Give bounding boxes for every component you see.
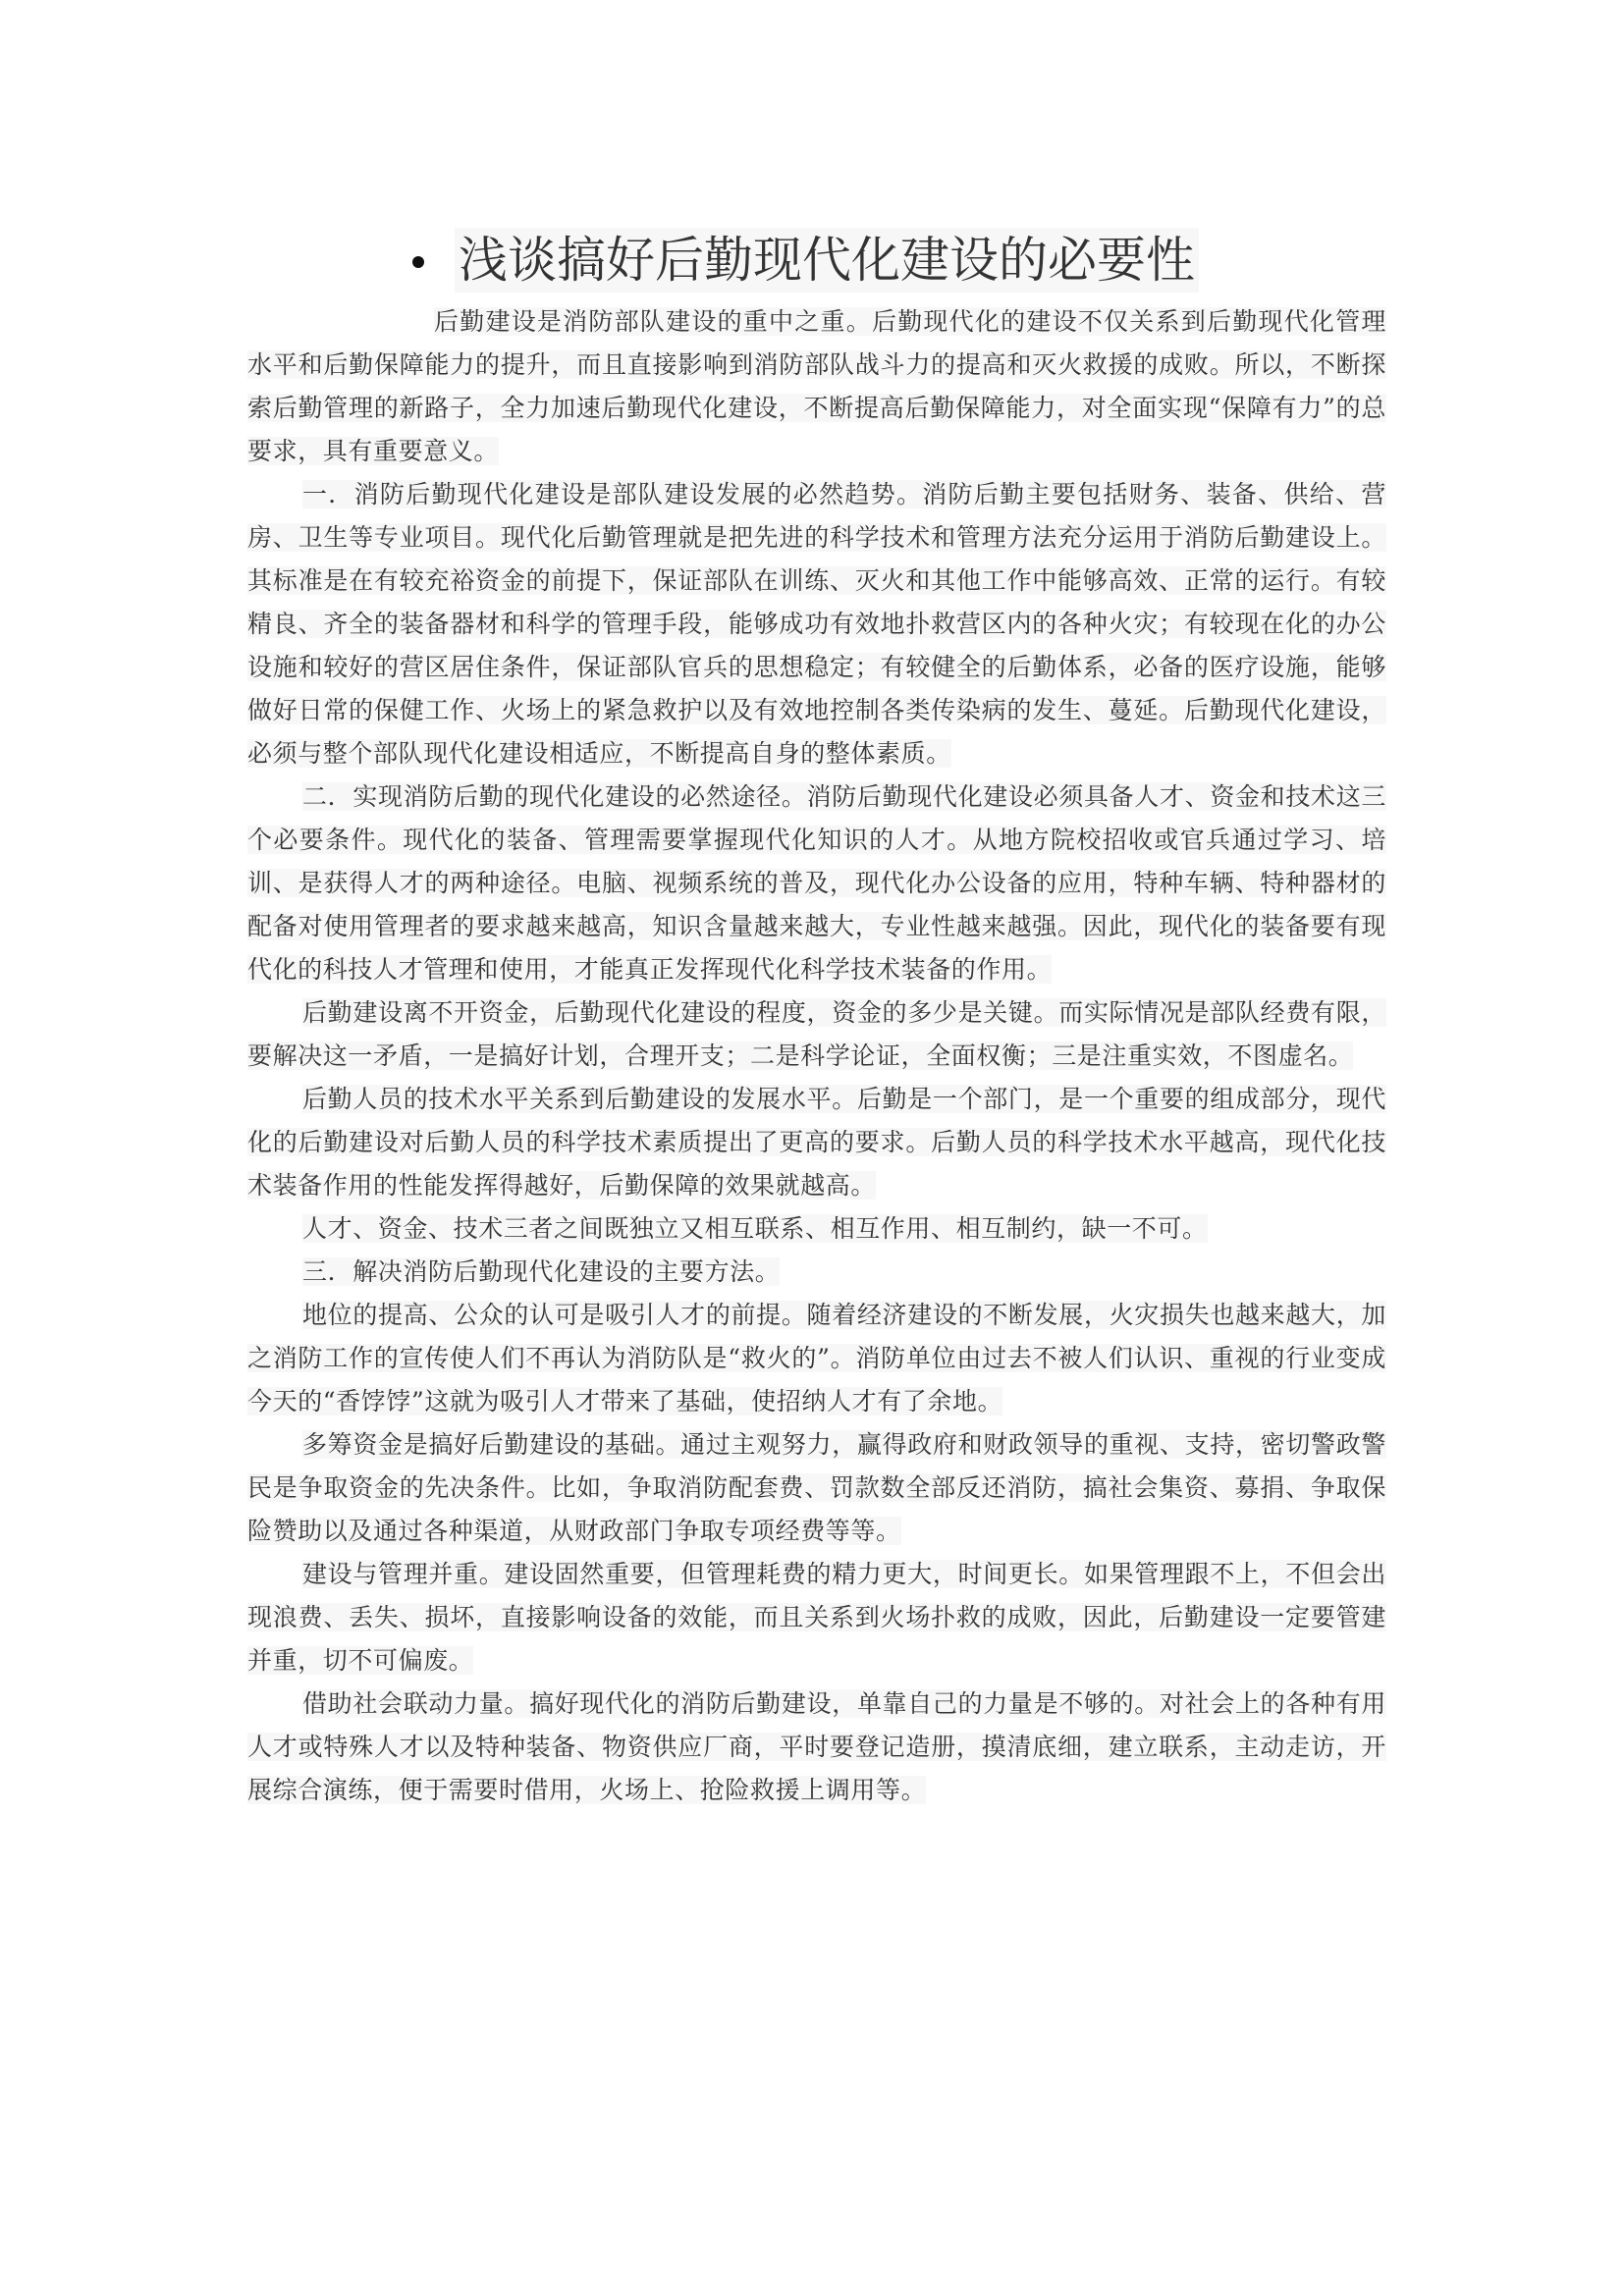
management-paragraph: 建设与管理并重。建设固然重要，但管理耗费的精力更大，时间更长。如果管理跟不上，不但会出现浪费、丢失、损坏，直接影响设备的效能，而且关系到火场扑救的成败，因此，后勤建设一定要管建并重，切不可偏废。	[247, 1560, 1386, 1675]
section-3-heading: 三．解决消防后勤现代化建设的主要方法。	[302, 1257, 781, 1286]
section-2-paragraph: 二．实现消防后勤的现代化建设的必然途径。消防后勤现代化建设必须具备人才、资金和技术这三个必要条件。现代化的装备、管理需要掌握现代化知识的人才。从地方院校招收或官兵通过学习、培训、是获得人才的两种途径。电脑、视频系统的普及，现代化办公设备的应用，特种车辆、特种器材的配备对使用管理者的要求越来越高，知识含量越来越大，专业性越来越强。因此，现代化的装备要有现代化的科技人才管理和使用，才能真正发挥现代化科学技术装备的作用。	[247, 782, 1386, 984]
social-linkage-paragraph: 借助社会联动力量。搞好现代化的消防后勤建设，单靠自己的力量是不够的。对社会上的各种有用人才或特殊人才以及特种装备、物资供应厂商，平时要登记造册，摸清底细，建立联系，主动走访，开展综合演练，便于需要时借用，火场上、抢险救援上调用等。	[247, 1689, 1386, 1804]
funding-paragraph: 后勤建设离不开资金，后勤现代化建设的程度，资金的多少是关键。而实际情况是部队经费有限，要解决这一矛盾，一是搞好计划，合理开支；二是科学论证，全面权衡；三是注重实效，不图虚名。	[247, 998, 1386, 1070]
personnel-paragraph: 后勤人员的技术水平关系到后勤建设的发展水平。后勤是一个部门，是一个重要的组成部分，现代化的后勤建设对后勤人员的科学技术素质提出了更高的要求。后勤人员的科学技术水平越高，现代化技术装备作用的性能发挥得越好，后勤保障的效果就越高。	[247, 1085, 1386, 1200]
summary-paragraph: 人才、资金、技术三者之间既独立又相互联系、相互作用、相互制约，缺一不可。	[302, 1214, 1208, 1243]
section-1-paragraph: 一．消防后勤现代化建设是部队建设发展的必然趋势。消防后勤主要包括财务、装备、供给、营房、卫生等专业项目。现代化后勤管理就是把先进的科学技术和管理方法充分运用于消防后勤建设上。其标准是在有较充裕资金的前提下，保证部队在训练、灭火和其他工作中能够高效、正常的运行。有较精良、齐全的装备器材和科学的管理手段，能够成功有效地扑救营区内的各种火灾；有较现在化的办公设施和较好的营区居住条件，保证部队官兵的思想稳定；有较健全的后勤体系，必备的医疗设施，能够做好日常的保健工作、火场上的紧急救护以及有效地控制各类传染病的发生、蔓延。后勤现代化建设，必须与整个部队现代化建设相适应，不断提高自身的整体素质。	[247, 480, 1386, 768]
bullet-icon	[412, 256, 424, 268]
title-row	[0, 224, 1624, 293]
intro-paragraph: 后勤建设是消防部队建设的重中之重。后勤现代化的建设不仅关系到后勤现代化管理水平和后勤保障能力的提升，而且直接影响到消防部队战斗力的提高和灭火救援的成败。所以，不断探索后勤管理的新路子，全力加速后勤现代化建设，不断提高后勤保障能力，对全面实现“保障有力”的总要求，具有重要意义。	[247, 307, 1386, 465]
fundraising-paragraph: 多筹资金是搞好后勤建设的基础。通过主观努力，赢得政府和财政领导的重视、支持，密切警政警民是争取资金的先决条件。比如，争取消防配套费、罚款数全部反还消防，搞社会集资、募捐、争取保险赞助以及通过各种渠道，从财政部门争取专项经费等等。	[247, 1430, 1386, 1545]
status-paragraph: 地位的提高、公众的认可是吸引人才的前提。随着经济建设的不断发展，火灾损失也越来越大，加之消防工作的宣传使人们不再认为消防队是“救火的”。消防单位由过去不被人们认识、重视的行业变成今天的“香饽饽”这就为吸引人才带来了基础，使招纳人才有了余地。	[247, 1301, 1386, 1415]
document-title: 浅谈搞好后勤现代化建设的必要性	[455, 228, 1199, 293]
document-body	[247, 300, 1386, 1812]
